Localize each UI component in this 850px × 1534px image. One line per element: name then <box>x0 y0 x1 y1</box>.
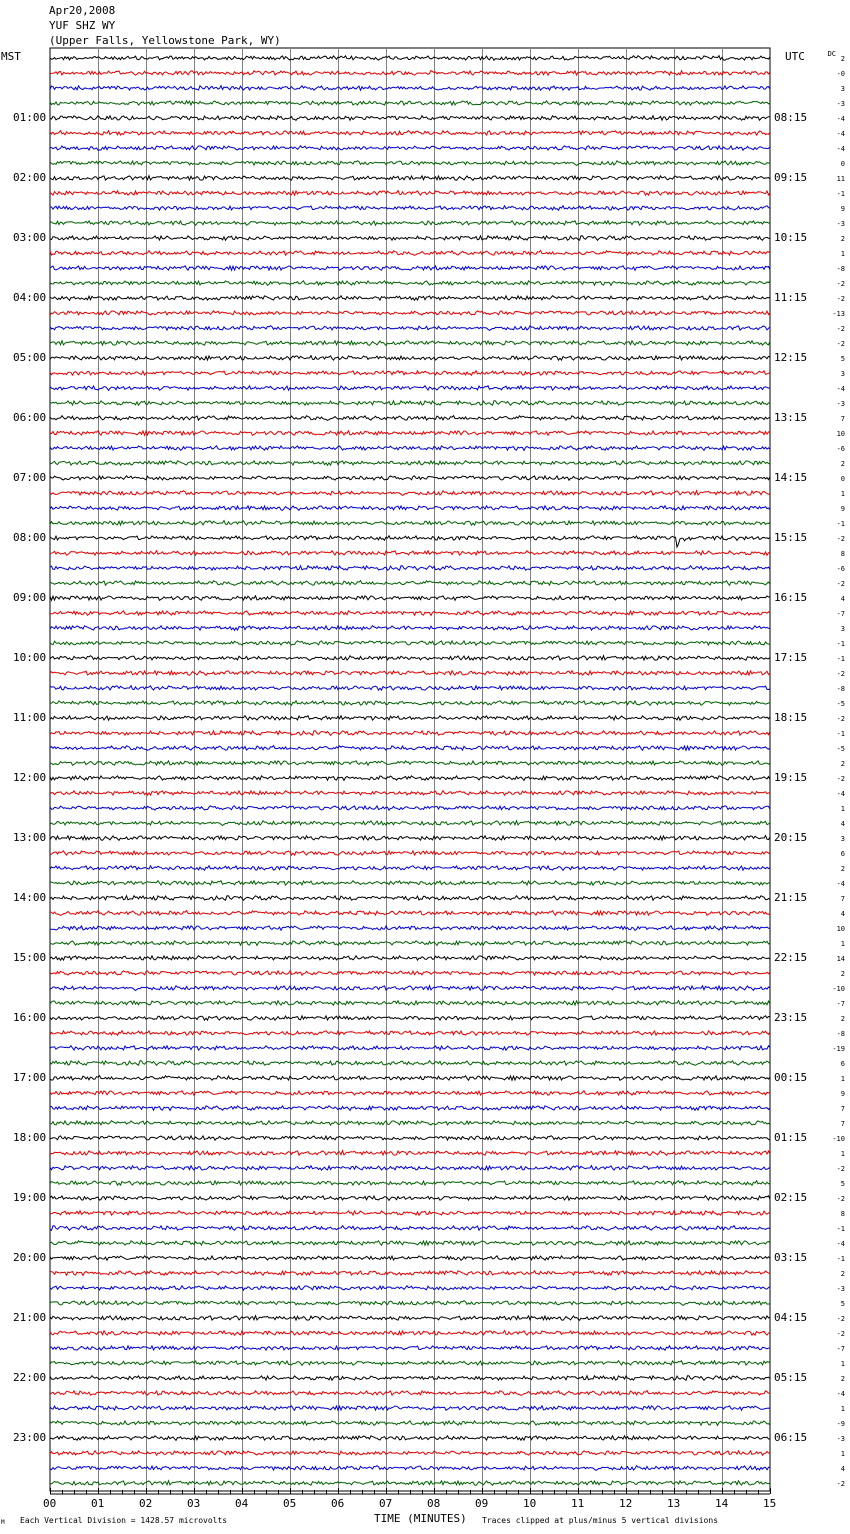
utc-hour-label: 09:15 <box>774 171 808 184</box>
dc-offset-value: -4 <box>836 115 845 123</box>
mst-hour-label: 08:00 <box>13 531 47 544</box>
dc-offset-value: -1 <box>836 1255 845 1263</box>
utc-hour-label: 13:15 <box>774 411 808 424</box>
dc-offset-value: -7 <box>836 610 845 618</box>
utc-hour-label: 01:15 <box>774 1131 808 1144</box>
dc-offset-value: -8 <box>836 685 845 693</box>
x-tick-label: 12 <box>619 1497 633 1510</box>
utc-hour-label: 20:15 <box>774 831 808 844</box>
dc-offset-value: 0 <box>840 475 845 483</box>
utc-hour-label: 02:15 <box>774 1191 808 1204</box>
trace-line <box>50 146 770 151</box>
trace-line <box>50 656 770 661</box>
dc-offset-value: -2 <box>836 325 845 333</box>
trace-line <box>50 701 770 706</box>
dc-offset-value: 2 <box>840 970 845 978</box>
dc-offset-value: -6 <box>836 445 845 453</box>
trace-line <box>50 896 770 901</box>
station-location: (Upper Falls, Yellowstone Park, WY) <box>49 34 281 47</box>
trace-line <box>50 476 770 480</box>
dc-offset-value: 1 <box>840 1450 845 1458</box>
x-tick-label: 09 <box>475 1497 489 1510</box>
trace-line <box>50 1331 770 1336</box>
trace-line <box>50 341 770 346</box>
dc-offset-value: 7 <box>840 895 845 903</box>
utc-hour-label: 23:15 <box>774 1011 808 1024</box>
utc-hour-label: 15:15 <box>774 531 808 544</box>
utc-hour-label: 10:15 <box>774 231 808 244</box>
time-gridlines <box>50 48 770 1491</box>
dc-offset-value: -0 <box>836 70 845 78</box>
dc-offset-value: 1 <box>840 490 845 498</box>
dc-offset-value: -2 <box>836 775 845 783</box>
dc-offset-value: 6 <box>840 850 845 858</box>
plot-frame <box>50 48 770 1491</box>
x-tick-label: 03 <box>187 1497 201 1510</box>
trace-line <box>50 1466 770 1471</box>
trace-line <box>50 641 770 645</box>
clip-note: Traces clipped at plus/minus 5 vertical divisions <box>482 1516 719 1525</box>
trace-line <box>50 596 770 601</box>
dc-offset-value: -9 <box>836 1420 845 1428</box>
dc-offset-value: -4 <box>836 1390 845 1398</box>
dc-offset-value: -2 <box>836 295 845 303</box>
trace-line <box>50 1406 770 1411</box>
dc-offset-value: -2 <box>836 1165 845 1173</box>
trace-line <box>50 821 770 826</box>
trace-line <box>50 1211 770 1216</box>
utc-hour-label: 22:15 <box>774 951 808 964</box>
x-tick-label: 15 <box>763 1497 777 1510</box>
dc-offset-value: 1 <box>840 1405 845 1413</box>
dc-offset-value: -1 <box>836 1225 845 1233</box>
x-tick-label: 01 <box>91 1497 105 1510</box>
trace-line <box>50 776 770 781</box>
dc-offset-value: 8 <box>840 1210 845 1218</box>
trace-line <box>50 1271 770 1276</box>
mst-hour-label: 23:00 <box>13 1431 47 1444</box>
trace-line <box>50 551 770 556</box>
dc-offset-value: 4 <box>840 1465 845 1473</box>
trace-line <box>50 941 770 946</box>
trace-line <box>50 1016 770 1020</box>
x-tick-label: 08 <box>427 1497 441 1510</box>
trace-line <box>50 926 770 931</box>
trace-line <box>50 266 770 271</box>
dc-offset-value: -4 <box>836 145 845 153</box>
mst-hour-label: 21:00 <box>13 1311 47 1324</box>
trace-line <box>50 1241 770 1246</box>
trace-line <box>50 86 770 91</box>
x-tick-label: 11 <box>571 1497 585 1510</box>
trace-line <box>50 311 770 315</box>
trace-line <box>50 461 770 466</box>
dc-offset-value: 3 <box>840 370 845 378</box>
trace-line <box>50 446 770 451</box>
dc-offset-value: -2 <box>836 580 845 588</box>
trace-line <box>50 1166 770 1171</box>
utc-hour-label: 00:15 <box>774 1071 808 1084</box>
dc-offset-value: 10 <box>836 430 845 438</box>
dc-offset-value: 2 <box>840 1270 845 1278</box>
dc-offset-value: 6 <box>840 1060 845 1068</box>
dc-offset-value: 2 <box>840 760 845 768</box>
scale-note: Each Vertical Division = 1428.57 microvolts <box>20 1516 228 1525</box>
dc-offset-value: 1 <box>840 1360 845 1368</box>
mst-hour-label: 22:00 <box>13 1371 47 1384</box>
trace-line <box>50 866 770 871</box>
x-tick-label: 02 <box>139 1497 153 1510</box>
dc-offset-value: 9 <box>840 205 845 213</box>
dc-offset-value: -10 <box>832 985 845 993</box>
trace-line <box>50 221 770 226</box>
trace-line <box>50 1481 770 1486</box>
trace-line <box>50 686 770 691</box>
dc-offset-value: 2 <box>840 865 845 873</box>
dc-offset-value: -2 <box>836 1480 845 1488</box>
station-code: YUF SHZ WY <box>49 19 116 32</box>
trace-line <box>50 566 770 571</box>
x-tick-label: 00 <box>43 1497 57 1510</box>
dc-offset-value: -8 <box>836 1030 845 1038</box>
dc-offset-value: 2 <box>840 55 845 63</box>
right-timezone-label: UTC <box>785 50 805 63</box>
trace-line <box>50 191 770 196</box>
trace-line <box>50 281 770 286</box>
mst-hour-label: 16:00 <box>13 1011 47 1024</box>
trace-line <box>50 1106 770 1111</box>
mst-hour-label: 18:00 <box>13 1131 47 1144</box>
trace-line <box>50 986 770 991</box>
dc-offset-value: -3 <box>836 1285 845 1293</box>
trace-line <box>50 671 770 676</box>
dc-offset-value: -1 <box>836 640 845 648</box>
dc-offset-value: -3 <box>836 220 845 228</box>
trace-line <box>50 1301 770 1306</box>
dc-offset-value: -4 <box>836 790 845 798</box>
utc-hour-label: 08:15 <box>774 111 808 124</box>
trace-line <box>50 1376 770 1381</box>
dc-offset-value: -2 <box>836 670 845 678</box>
dc-offset-value: -5 <box>836 745 845 753</box>
dc-offset-value: 0 <box>840 160 845 168</box>
dc-offset-value: 7 <box>840 1105 845 1113</box>
trace-line <box>50 56 770 61</box>
dc-offset-value: -7 <box>836 1000 845 1008</box>
dc-offset-value: 3 <box>840 85 845 93</box>
trace-line <box>50 1076 770 1081</box>
dc-offset-value: -6 <box>836 565 845 573</box>
trace-line <box>50 296 770 301</box>
dc-offset-value: 7 <box>840 1120 845 1128</box>
trace-line <box>50 1391 770 1396</box>
utc-hour-label: 06:15 <box>774 1431 808 1444</box>
dc-offset-value: 2 <box>840 235 845 243</box>
mst-hour-label: 13:00 <box>13 831 47 844</box>
trace-line <box>50 1001 770 1006</box>
dc-offset-value: 7 <box>840 415 845 423</box>
mst-hour-label: 15:00 <box>13 951 47 964</box>
dc-offset-value: -3 <box>836 100 845 108</box>
dc-offset-value: -1 <box>836 655 845 663</box>
record-date: Apr20,2008 <box>49 4 116 17</box>
trace-line <box>50 1286 770 1290</box>
trace-line <box>50 851 770 855</box>
trace-line <box>50 71 770 76</box>
mst-hour-label: 04:00 <box>13 291 47 304</box>
trace-line <box>50 536 770 547</box>
dc-offset-value: -1 <box>836 730 845 738</box>
trace-line <box>50 1031 770 1036</box>
dc-offset-value: 1 <box>840 940 845 948</box>
dc-offset-value: -1 <box>836 520 845 528</box>
dc-offset-value: 1 <box>840 1150 845 1158</box>
dc-offset-value: -2 <box>836 715 845 723</box>
mst-hour-label: 05:00 <box>13 351 47 364</box>
utc-hour-label: 18:15 <box>774 711 808 724</box>
trace-line <box>50 611 770 616</box>
dc-offset-value: 3 <box>840 625 845 633</box>
dc-offset-value: -4 <box>836 880 845 888</box>
dc-offset-value: 1 <box>840 1075 845 1083</box>
dc-offset-value: 1 <box>840 250 845 258</box>
mst-hour-label: 02:00 <box>13 171 47 184</box>
dc-offset-value: 9 <box>840 505 845 513</box>
trace-line <box>50 1361 770 1366</box>
mst-hour-label: 12:00 <box>13 771 47 784</box>
utc-hour-label: 04:15 <box>774 1311 808 1324</box>
dc-offset-value: 14 <box>836 955 845 963</box>
trace-line <box>50 1046 770 1051</box>
dc-offset-value: 3 <box>840 835 845 843</box>
seismic-traces <box>50 56 770 1486</box>
mst-hour-label: 20:00 <box>13 1251 47 1264</box>
trace-line <box>50 386 770 391</box>
mst-hour-label: 03:00 <box>13 231 47 244</box>
x-tick-label: 07 <box>379 1497 393 1510</box>
mst-hour-label: 14:00 <box>13 891 47 904</box>
utc-hour-label: 16:15 <box>774 591 808 604</box>
trace-line <box>50 176 770 181</box>
dc-offset-value: 8 <box>840 550 845 558</box>
trace-line <box>50 371 770 375</box>
mst-hour-label: 11:00 <box>13 711 47 724</box>
corner-mark: M <box>1 1519 5 1526</box>
x-tick-label: 14 <box>715 1497 729 1510</box>
left-timezone-label: MST <box>1 50 21 63</box>
dc-offset-value: 5 <box>840 1300 845 1308</box>
dc-offset-value: -2 <box>836 280 845 288</box>
trace-line <box>50 971 770 976</box>
trace-line <box>50 1436 770 1441</box>
trace-line <box>50 416 770 421</box>
dc-offset-value: -2 <box>836 340 845 348</box>
utc-hour-label: 14:15 <box>774 471 808 484</box>
trace-line <box>50 1421 770 1426</box>
mst-hour-label: 06:00 <box>13 411 47 424</box>
dc-offset-value: 5 <box>840 355 845 363</box>
trace-line <box>50 491 770 496</box>
dc-offset-value: 2 <box>840 460 845 468</box>
trace-line <box>50 1061 770 1066</box>
trace-line <box>50 761 770 766</box>
dc-offset-value: 4 <box>840 910 845 918</box>
trace-line <box>50 1226 770 1231</box>
trace-line <box>50 401 770 406</box>
trace-line <box>50 131 770 135</box>
mst-hour-label: 09:00 <box>13 591 47 604</box>
trace-line <box>50 251 770 256</box>
dc-offset-value: -5 <box>836 700 845 708</box>
dc-offset-value: -4 <box>836 130 845 138</box>
dc-offset-value: -4 <box>836 1240 845 1248</box>
x-tick-label: 06 <box>331 1497 345 1510</box>
dc-offset-value: 11 <box>836 175 845 183</box>
trace-line <box>50 1256 770 1261</box>
trace-line <box>50 881 770 886</box>
trace-line <box>50 911 770 916</box>
dc-offset-value: -8 <box>836 265 845 273</box>
trace-line <box>50 746 770 751</box>
utc-hour-label: 05:15 <box>774 1371 808 1384</box>
x-axis-title: TIME (MINUTES) <box>374 1512 467 1525</box>
dc-offset-value: 5 <box>840 1180 845 1188</box>
dc-offset-value: 4 <box>840 820 845 828</box>
x-tick-label: 05 <box>283 1497 297 1510</box>
mst-hour-label: 17:00 <box>13 1071 47 1084</box>
dc-offset-header: DC <box>827 50 836 58</box>
trace-line <box>50 956 770 961</box>
dc-offset-value: -3 <box>836 1435 845 1443</box>
trace-line <box>50 581 770 586</box>
dc-offset-value: 2 <box>840 1375 845 1383</box>
dc-offset-value: -2 <box>836 1315 845 1323</box>
trace-line <box>50 1451 770 1455</box>
trace-line <box>50 806 770 811</box>
dc-offset-value: -2 <box>836 1330 845 1338</box>
utc-hour-label: 11:15 <box>774 291 808 304</box>
mst-hour-label: 01:00 <box>13 111 47 124</box>
trace-line <box>50 101 770 105</box>
trace-line <box>50 1346 770 1350</box>
trace-line <box>50 716 770 721</box>
trace-line <box>50 356 770 361</box>
utc-hour-label: 21:15 <box>774 891 808 904</box>
trace-line <box>50 1181 770 1185</box>
time-axis <box>50 1488 771 1494</box>
utc-hour-label: 17:15 <box>774 651 808 664</box>
x-tick-label: 13 <box>667 1497 681 1510</box>
trace-line <box>50 1196 770 1201</box>
x-tick-label: 10 <box>523 1497 537 1510</box>
utc-hour-label: 19:15 <box>774 771 808 784</box>
trace-line <box>50 1121 770 1126</box>
trace-line <box>50 1136 770 1141</box>
dc-offset-value: -3 <box>836 400 845 408</box>
trace-line <box>50 521 770 526</box>
dc-offset-value: 10 <box>836 925 845 933</box>
x-tick-label: 04 <box>235 1497 249 1510</box>
dc-offset-value: 4 <box>840 595 845 603</box>
trace-line <box>50 1151 770 1156</box>
dc-offset-value: 9 <box>840 1090 845 1098</box>
utc-hour-label: 12:15 <box>774 351 808 364</box>
trace-line <box>50 431 770 436</box>
trace-line <box>50 731 770 736</box>
trace-line <box>50 1316 770 1321</box>
dc-offset-value: -4 <box>836 385 845 393</box>
trace-line <box>50 506 770 511</box>
trace-line <box>50 1091 770 1096</box>
utc-hour-label: 03:15 <box>774 1251 808 1264</box>
dc-offset-value: -7 <box>836 1345 845 1353</box>
dc-offset-value: -2 <box>836 1195 845 1203</box>
dc-offset-value: 2 <box>840 1015 845 1023</box>
trace-line <box>50 116 770 121</box>
dc-offset-value: -10 <box>832 1135 845 1143</box>
dc-offset-value: 1 <box>840 805 845 813</box>
trace-line <box>50 836 770 841</box>
trace-line <box>50 236 770 241</box>
dc-offset-value: -19 <box>832 1045 845 1053</box>
trace-line <box>50 206 770 210</box>
dc-offset-value: -1 <box>836 190 845 198</box>
trace-line <box>50 791 770 796</box>
mst-hour-label: 10:00 <box>13 651 47 664</box>
trace-line <box>50 626 770 631</box>
mst-hour-label: 07:00 <box>13 471 47 484</box>
dc-offset-value: -2 <box>836 535 845 543</box>
trace-line <box>50 161 770 166</box>
dc-offset-value: -13 <box>832 310 845 318</box>
mst-hour-label: 19:00 <box>13 1191 47 1204</box>
trace-line <box>50 326 770 331</box>
